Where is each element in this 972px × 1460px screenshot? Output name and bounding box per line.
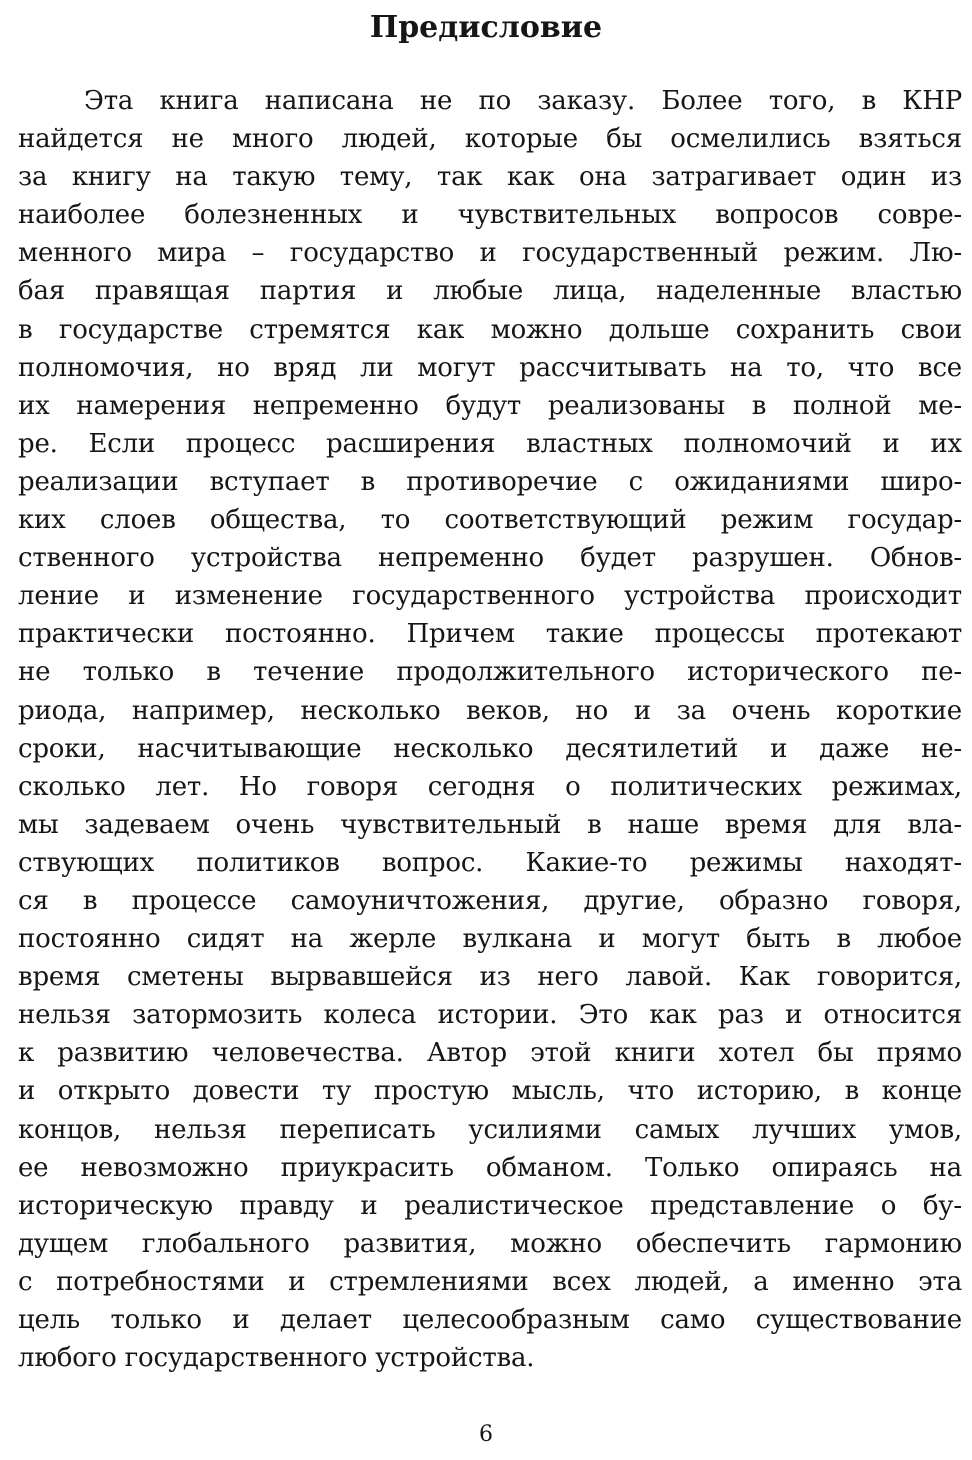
text-line: реализации вступает в противоречие с ожиданиями широ-: [18, 466, 962, 497]
text-line: за книгу на такую тему, так как она затрагивает один из: [18, 162, 962, 193]
paragraph: [18, 82, 962, 1377]
text-line: дущем глобального развития, можно обеспечить гармонию: [18, 1228, 962, 1259]
text-line: цель только и делает целесообразным само существование: [18, 1305, 962, 1335]
text-line: историческую правду и реалистическое представление о бу-: [18, 1190, 962, 1221]
text-line: ствующих политиков вопрос. Какие-то режимы находят-: [18, 847, 962, 878]
text-line: время сметены вырвавшейся из него лавой. Как говорится,: [18, 962, 962, 993]
text-line: и открыто довести ту простую мысль, что историю, в конце: [18, 1076, 962, 1107]
text-line: наиболее болезненных и чувствительных вопросов совре-: [18, 200, 962, 231]
text-line: ственного устройства непременно будет разрушен. Обнов-: [18, 543, 962, 574]
text-line: любого государственного устройства.: [18, 1343, 535, 1374]
text-line: ее невозможно приукрасить обманом. Только опираясь на: [18, 1152, 962, 1183]
text-line: полномочия, но вряд ли могут рассчитывать на то, что все: [18, 352, 962, 383]
text-line: нельзя затормозить колеса истории. Это как раз и относится: [18, 1000, 962, 1031]
text-line: сколько лет. Но говоря сегодня о политических режимах,: [18, 771, 962, 802]
text-line: к развитию человечества. Автор этой книги хотел бы прямо: [18, 1038, 962, 1069]
text-line: мы задеваем очень чувствительный в наше время для вла-: [18, 809, 962, 840]
text-line: в государстве стремятся как можно дольше сохранить свои: [18, 314, 962, 345]
text-line: ление и изменение государственного устройства происходит: [18, 581, 962, 612]
text-line: найдется не много людей, которые бы осмелились взяться: [18, 124, 962, 155]
text-line: не только в течение продолжительного исторического пе-: [18, 657, 962, 688]
text-line: с потребностями и стремлениями всех людей, а именно эта: [18, 1266, 962, 1297]
text-line: ких слоев общества, то соответствующий режим государ-: [18, 505, 962, 536]
page-title: Предисловие: [369, 10, 603, 45]
text-line: практически постоянно. Причем такие процессы протекают: [18, 619, 962, 650]
text-line: менного мира – государство и государственный режим. Лю-: [18, 238, 962, 269]
page-number: 6: [479, 1422, 493, 1447]
text-line: бая правящая партия и любые лица, наделенные властью: [18, 276, 962, 307]
text-line: ся в процессе самоуничтожения, другие, образно говоря,: [18, 885, 962, 916]
text-line: Эта книга написана не по заказу. Более того, в КНР: [84, 86, 962, 116]
text-line: постоянно сидят на жерле вулкана и могут быть в любое: [18, 924, 962, 955]
text-line: их намерения непременно будут реализованы в полной ме-: [18, 390, 962, 421]
text-line: риода, например, несколько веков, но и за очень короткие: [18, 695, 962, 726]
text-line: концов, нельзя переписать усилиями самых лучших умов,: [18, 1114, 962, 1145]
text-line: ре. Если процесс расширения властных полномочий и их: [18, 428, 962, 459]
text-line: сроки, насчитывающие несколько десятилетий и даже не-: [18, 733, 962, 764]
